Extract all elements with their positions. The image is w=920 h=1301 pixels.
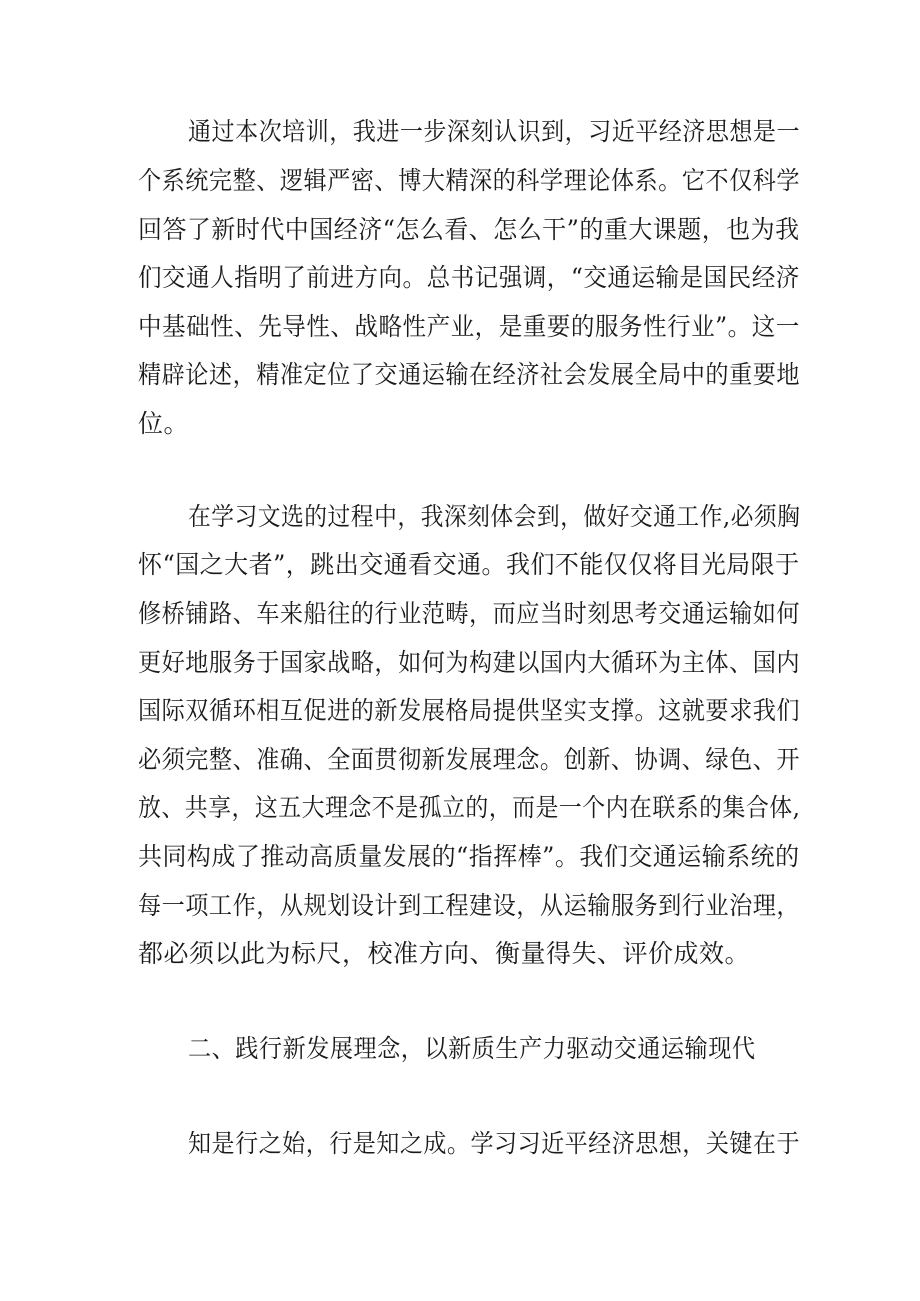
paragraph-1-line-7: 位。	[138, 409, 190, 438]
paragraph-2-line-4: 更好地服务于国家战略，如何为构建以国内大循环为主体、国内	[138, 648, 801, 677]
paragraph-2-line-7: 放、共享，这五大理念不是孤立的，而是一个内在联系的集合体,	[138, 793, 801, 822]
paragraph-2-line-8: 共同构成了推动高质量发展的“指挥棒”。我们交通运输系统的	[138, 842, 800, 871]
paragraph-2-line-6: 必须完整、准确、全面贯彻新发展理念。创新、协调、绿色、开	[138, 745, 801, 774]
paragraph-1-line-4: 们交通人指明了前进方向。总书记强调，“交通运输是国民经济	[138, 263, 800, 292]
paragraph-1-line-5: 中基础性、先导性、战略性产业，是重要的服务性行业”。这一	[138, 312, 800, 341]
paragraph-2-line-5: 国际双循环相互促进的新发展格局提供坚实支撑。这就要求我们	[138, 696, 801, 725]
paragraph-3-line-1: 知是行之始，行是知之成。学习习近平经济思想，关键在于	[188, 1129, 801, 1158]
paragraph-1-line-2: 个系统完整、逻辑严密、博大精深的科学理论体系。它不仅科学	[138, 166, 801, 195]
paragraph-2-line-3: 修桥铺路、车来船往的行业范畴，而应当时刻思考交通运输如何	[138, 599, 801, 628]
paragraph-2-line-1: 在学习文选的过程中，我深刻体会到，做好交通工作,必须胸	[188, 502, 801, 531]
paragraph-1-line-3: 回答了新时代中国经济“怎么看、怎么干”的重大课题，也为我	[138, 215, 800, 244]
paragraph-1-line-1: 通过本次培训，我进一步深刻认识到，习近平经济思想是一	[188, 117, 801, 146]
paragraph-2-line-9: 每一项工作，从规划设计到工程建设，从运输服务到行业治理，	[138, 891, 801, 920]
paragraph-2-line-10: 都必须以此为标尺，校准方向、衡量得失、评价成效。	[138, 939, 751, 968]
section-heading-2: 二、践行新发展理念，以新质生产力驱动交通运输现代	[188, 1034, 756, 1063]
paragraph-2-line-2: 怀“国之大者”，跳出交通看交通。我们不能仅仅将目光局限于	[138, 550, 800, 579]
paragraph-1-line-6: 精辟论述，精准定位了交通运输在经济社会发展全局中的重要地	[138, 360, 801, 389]
